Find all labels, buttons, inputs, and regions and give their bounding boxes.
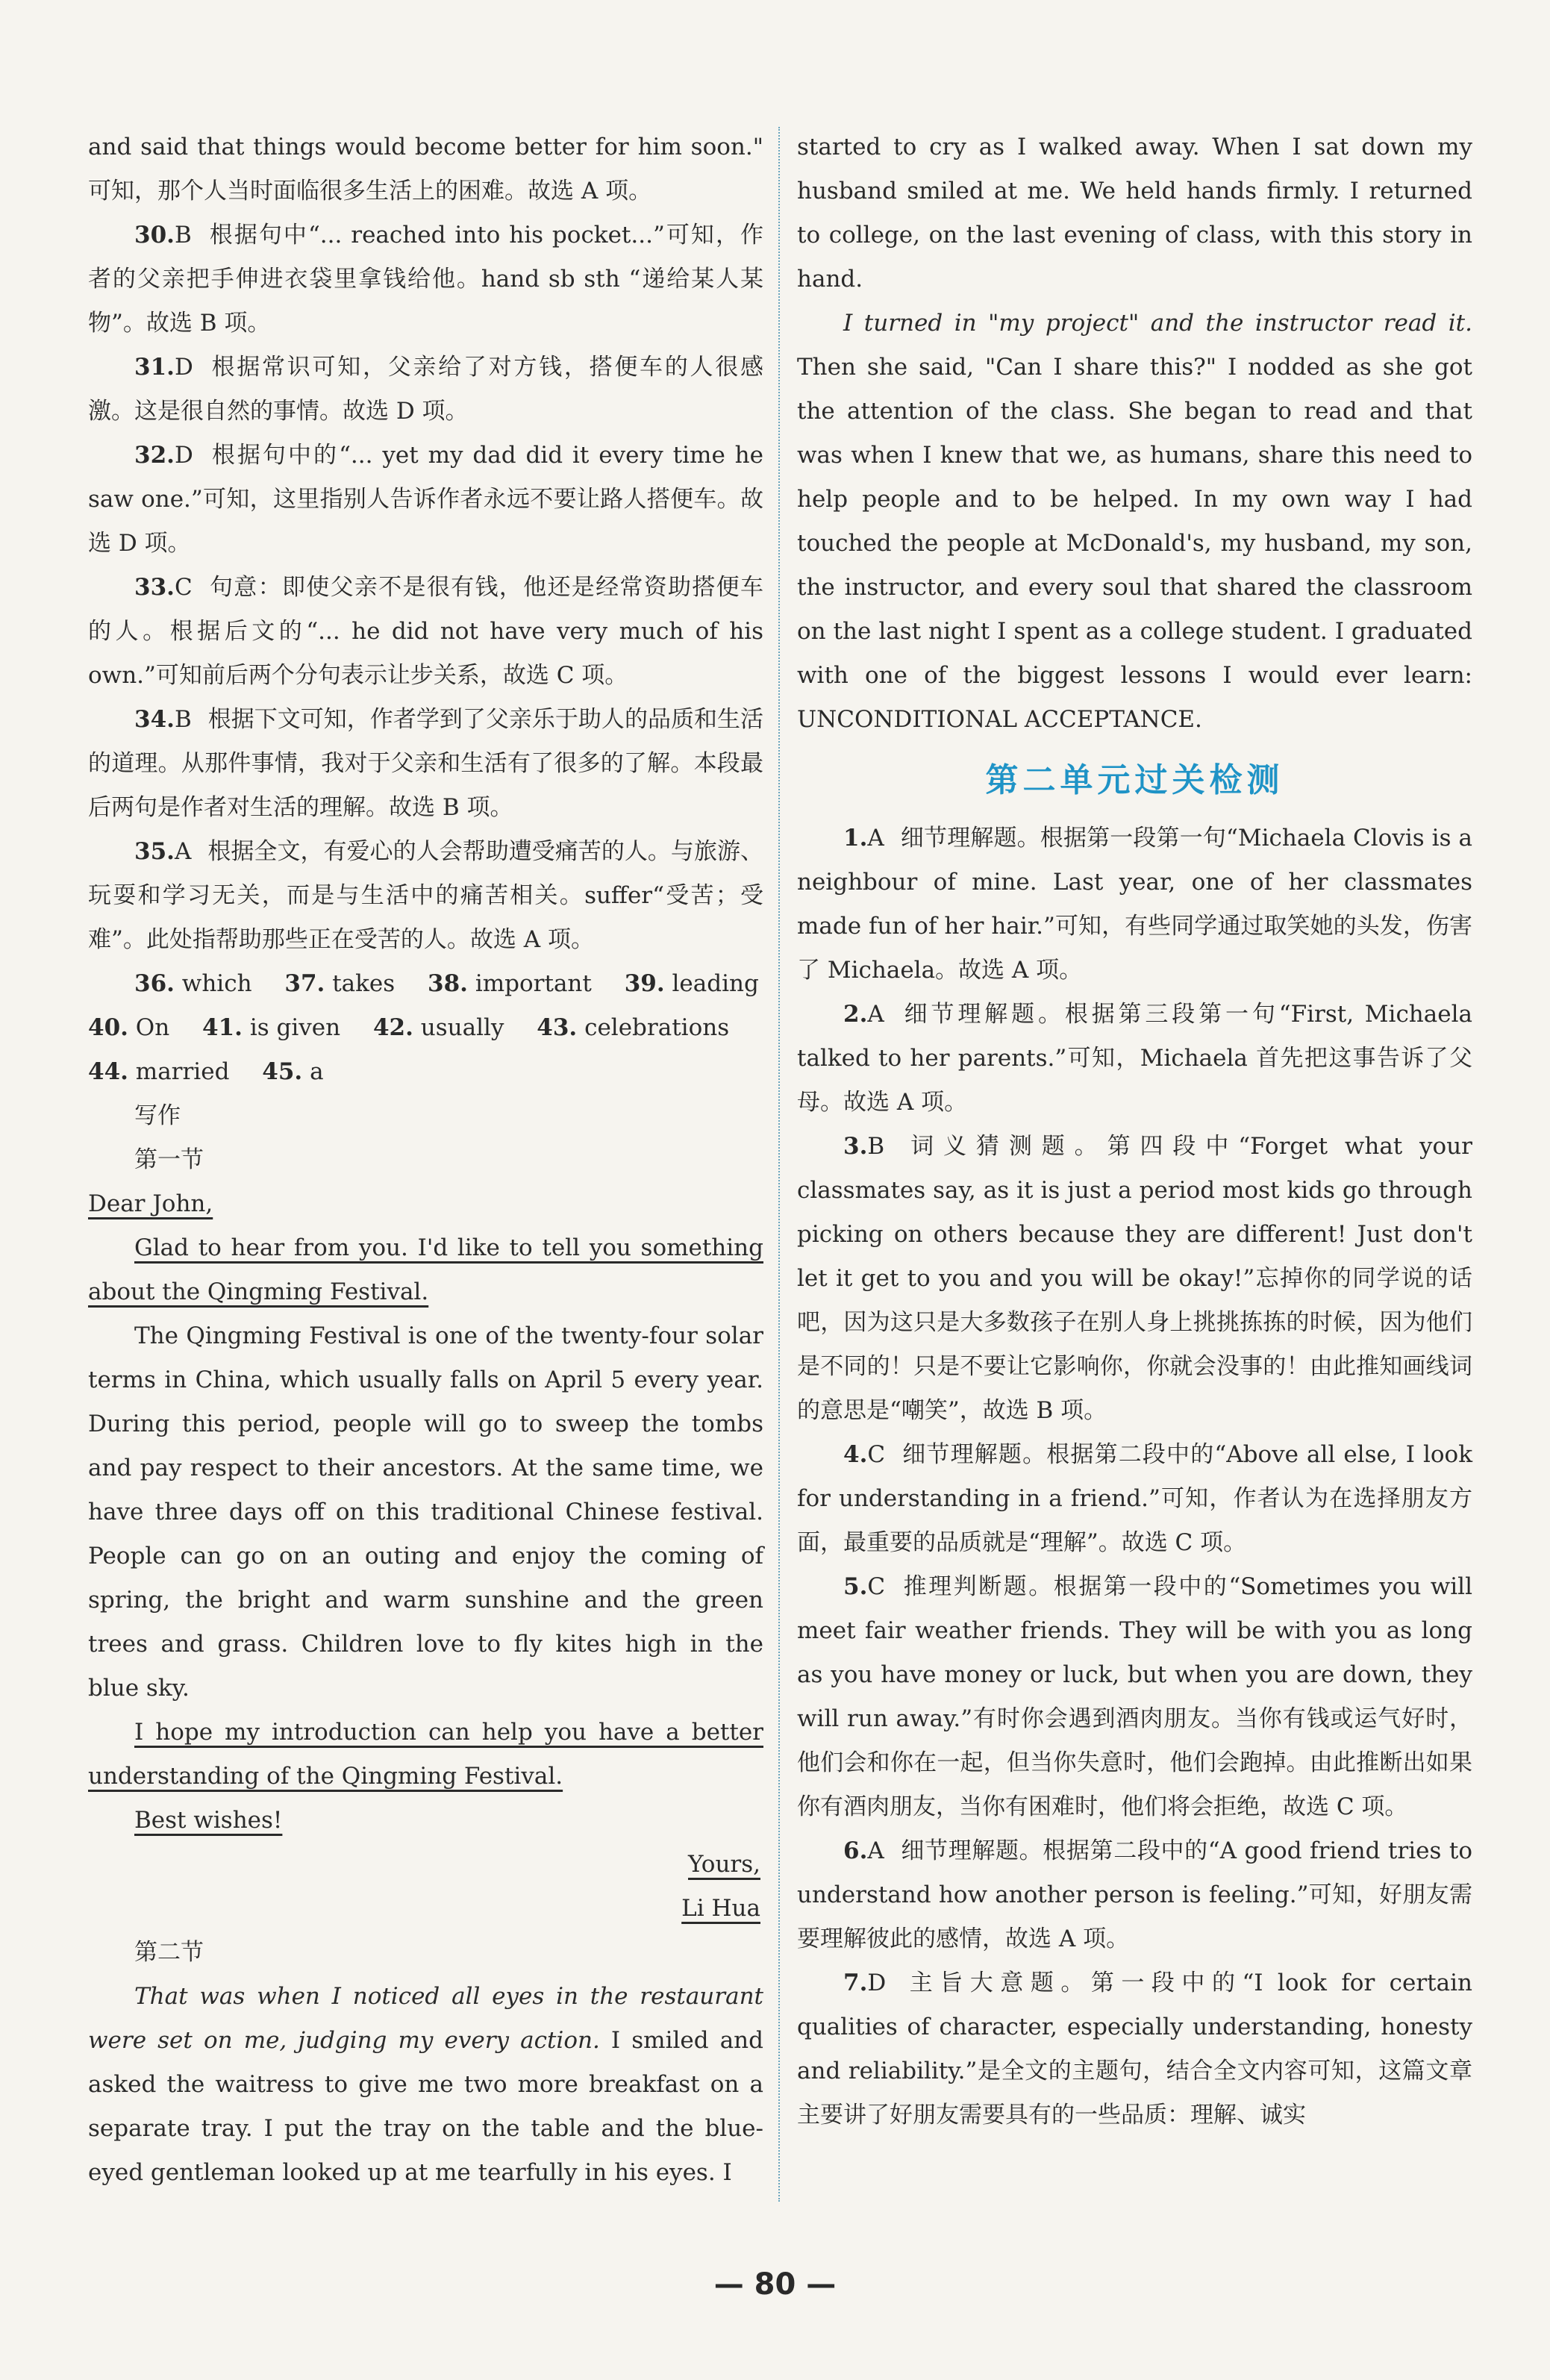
story-paragraph: That was when I noticed all eyes in the restaurant were set on me, judging my every action. I smiled and asked the waitress to give me two more breakfast on a separate tray. I put the tray on the table and the blue-eyed gentleman looked up at me tearfully in his eyes. I: [88, 1983, 763, 2186]
section-heading: 第一节: [134, 1146, 204, 1173]
fill-answers-row: [88, 1050, 763, 1094]
fill-answer: 36. which: [134, 970, 252, 997]
story-paragraph: I turned in "my project" and the instructor read it. Then she said, "Can I share this?" I nodded as she got the attention of the class. She began to read and that was when I knew that we, as humans, share this need to help people and to be helped. In my own way I had touched the people at McDonald's, my husband, my son, the instructor, and every soul that shared the classroom on the last night I spent as a college student. I graduated with one of the biggest lessons I would ever learn: UNCONDITIONAL ACCEPTANCE.: [797, 310, 1472, 733]
answer-31: 31.D 根据常识可知，父亲给了对方钱，搭便车的人很感激。这是很自然的事情。故选 D 项。: [88, 354, 763, 425]
fill-answer: 44. married: [88, 1058, 230, 1085]
fill-answer: 41. is given: [202, 1014, 341, 1041]
fill-answer: 37. takes: [284, 970, 396, 997]
answer-30: 30.B 根据句中“... reached into his pocket...”可知，作者的父亲把手伸进衣袋里拿钱给他。hand sb sth “递给某人某物”。故选 B 项。: [88, 222, 763, 337]
letter-wishes: Best wishes!: [134, 1807, 283, 1834]
fill-answer: 40. On: [88, 1014, 170, 1041]
fill-answer: 43. celebrations: [537, 1014, 730, 1041]
page-number: — 80 —: [713, 2267, 837, 2302]
paragraph: and said that things would become better for him soon." 可知，那个人当时面临很多生活上的困难。故选 A 项。: [88, 134, 763, 204]
letter-yours: Yours,: [688, 1851, 760, 1878]
fill-answer: 45. a: [262, 1058, 324, 1085]
answer-3: 3.B 词义猜测题。第四段中“Forget what your classmates say, as it is just a period most kids go through picking on others because they are different! Just don't let it get to you and you will be okay!”忘掉你的同学说的话吧，因为这只是大多数孩子在别人身上挑挑拣拣的时候，因为他们是不同的！只是不要让它影响你，你就会没事的！由此推知画线词的意思是“嘲笑”，故选 B 项。: [797, 1133, 1472, 1424]
answer-5: 5.C 推理判断题。根据第一段中的“Sometimes you will meet fair weather friends. They will be with you as long as you have money or luck, but when you are down, they will run away.”有时你会遇到酒肉朋友。当你有钱或运气好时，他们会和你在一起，但当你失意时，他们会跑掉。由此推断出如果你有酒肉朋友，当你有困难时，他们将会拒绝，故选 C 项。: [797, 1573, 1472, 1820]
section-heading: 第二节: [134, 1939, 204, 1966]
answer-33: 33.C 句意：即使父亲不是很有钱，他还是经常资助搭便车的人。根据后文的“... he did not have very much of his own.”可知前后两个分句表示让步关系，故选 C 项。: [88, 574, 763, 689]
left-column: [88, 125, 763, 2195]
letter-salutation: Dear John,: [88, 1190, 213, 1217]
fill-answer: 38. important: [428, 970, 592, 997]
fill-answer: 39. leading: [624, 970, 759, 997]
answer-1: 1.A 细节理解题。根据第一段第一句“Michaela Clovis is a neighbour of mine. Last year, one of her classmates made fun of her hair.”可知，有些同学通过取笑她的头发，伤害了 Michaela。故选 A 项。: [797, 825, 1472, 984]
answer-35: 35.A 根据全文，有爱心的人会帮助遭受痛苦的人。与旅游、玩耍和学习无关，而是与生活中的痛苦相关。suffer“受苦；受难”。此处指帮助那些正在受苦的人。故选 A 项。: [88, 838, 763, 953]
unit-title: 第二单元过关检测: [985, 761, 1284, 799]
column-divider: [778, 127, 780, 2202]
answer-2: 2.A 细节理解题。根据第三段第一句“First, Michaela talked to her parents.”可知，Michaela 首先把这事告诉了父母。故选 A 项。: [797, 1001, 1472, 1116]
fill-answers-row: [88, 1006, 763, 1050]
answer-7: 7.D 主旨大意题。第一段中的“I look for certain qualities of character, especially understanding, honesty and reliability.”是全文的主题句，结合全文内容可知，这篇文章主要讲了好朋友需要具有的一些品质：理解、诚实: [797, 1970, 1472, 2128]
answer-6: 6.A 细节理解题。根据第二段中的“A good friend tries to understand how another person is feeling.”可知，好朋友需要理解彼此的感情，故选 A 项。: [797, 1837, 1472, 1952]
letter-closing: I hope my introduction can help you have a better understanding of the Qingming Festival.: [88, 1719, 763, 1790]
fill-answers-row: [88, 962, 763, 1006]
letter-opening: Glad to hear from you. I'd like to tell you something about the Qingming Festival.: [88, 1234, 763, 1305]
section-heading: 写作: [134, 1102, 181, 1129]
answer-32: 32.D 根据句中的“... yet my dad did it every time he saw one.”可知，这里指别人告诉作者永远不要让路人搭便车。故选 D 项。: [88, 442, 763, 557]
fill-answer: 42. usually: [372, 1014, 504, 1041]
story-paragraph: started to cry as I walked away. When I sat down my husband smiled at me. We held hands firmly. I returned to college, on the last evening of class, with this story in hand.: [797, 134, 1472, 293]
letter-body: The Qingming Festival is one of the twenty-four solar terms in China, which usually falls on April 5 every year. During this period, people will go to sweep the tombs and pay respect to their ancestors. At the same time, we have three days off on this traditional Chinese festival. People can go on an outing and enjoy the coming of spring, the bright and warm sunshine and the green trees and grass. Children love to fly kites high in the blue sky.: [88, 1322, 763, 1702]
answer-4: 4.C 细节理解题。根据第二段中的“Above all else, I look for understanding in a friend.”可知，作者认为在选择朋友方面，最重要的品质就是“理解”。故选 C 项。: [797, 1441, 1472, 1556]
letter-signature: Li Hua: [681, 1895, 760, 1922]
right-column: [797, 125, 1472, 2137]
answer-34: 34.B 根据下文可知，作者学到了父亲乐于助人的品质和生活的道理。从那件事情，我对于父亲和生活有了很多的了解。本段最后两句是作者对生活的理解。故选 B 项。: [88, 706, 763, 821]
